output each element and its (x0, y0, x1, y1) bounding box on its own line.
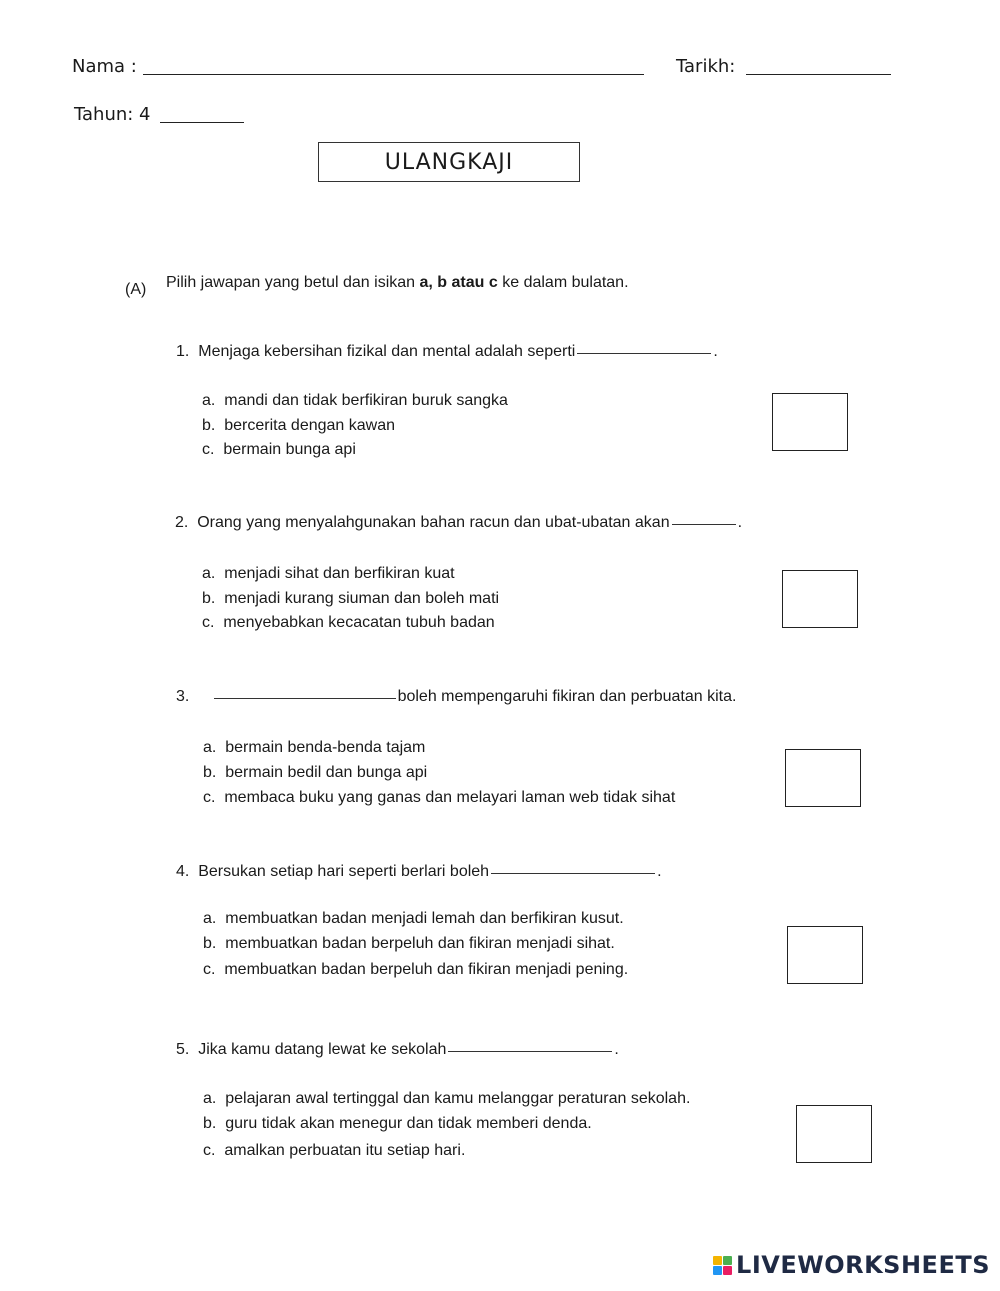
option-letter: a. (203, 910, 217, 927)
date-label: Tarikh: (676, 56, 736, 77)
question-5-option-b (203, 1115, 592, 1133)
instruction-text: Pilih jawapan yang betul dan isikan (166, 274, 416, 291)
option-text: pelajaran awal tertinggal dan kamu melanggar peraturan sekolah. (225, 1090, 691, 1107)
option-letter: c. (202, 441, 215, 458)
option-letter: b. (203, 1115, 217, 1132)
question-5-option-a (203, 1090, 690, 1108)
question-4-option-b (203, 935, 615, 953)
question-text: Menjaga kebersihan fizikal dan mental adalah seperti (198, 343, 576, 360)
liveworksheets-watermark[interactable] (713, 1251, 990, 1279)
question-1-option-b (202, 417, 395, 435)
question-text-end: . (657, 863, 662, 880)
option-text: bermain bunga api (223, 441, 356, 458)
year-label: Tahun: 4 (74, 104, 151, 125)
instruction-text-end: ke dalam bulatan. (502, 274, 629, 291)
option-letter: c. (203, 961, 216, 978)
logo-square (713, 1266, 722, 1275)
question-4 (176, 863, 662, 881)
option-text: membuatkan badan menjadi lemah dan berfikiran kusut. (225, 910, 624, 927)
option-letter: c. (203, 1142, 216, 1159)
question-3-option-a (203, 739, 425, 757)
logo-square (723, 1266, 732, 1275)
option-text: membuatkan badan berpeluh dan fikiran menjadi pening. (224, 961, 629, 978)
question-5-option-c (203, 1142, 465, 1160)
logo-square (713, 1256, 722, 1265)
liveworksheets-wordmark: LIVEWORKSHEETS (736, 1251, 990, 1279)
option-text: guru tidak akan menegur dan tidak memberi denda. (225, 1115, 592, 1132)
section-marker: (A) (125, 281, 147, 298)
question-text-end: . (737, 514, 743, 531)
option-text: mandi dan tidak berfikiran buruk sangka (224, 392, 508, 409)
question-4-answer-box[interactable] (787, 926, 863, 984)
option-text: amalkan perbuatan itu setiap hari. (224, 1142, 466, 1159)
option-letter: a. (202, 392, 216, 409)
option-text: membaca buku yang ganas dan melayari laman web tidak sihat (224, 789, 676, 806)
question-number: 2. (175, 514, 189, 531)
option-text: menjadi kurang siuman dan boleh mati (224, 590, 500, 607)
option-letter: c. (203, 789, 216, 806)
question-text-end: boleh mempengaruhi fikiran dan perbuatan kita. (397, 688, 737, 705)
question-1-answer-box[interactable] (772, 393, 848, 451)
liveworksheets-logo-icon (713, 1256, 732, 1275)
question-1 (176, 343, 718, 361)
option-text: membuatkan badan berpeluh dan fikiran menjadi sihat. (225, 935, 615, 952)
question-text-end: . (713, 343, 718, 360)
question-text: Jika kamu datang lewat ke sekolah (198, 1041, 447, 1058)
question-5 (176, 1041, 619, 1059)
question-1-option-c (202, 441, 356, 459)
question-2-option-a (202, 565, 455, 583)
section-instruction (166, 274, 629, 292)
answer-blank (577, 353, 711, 354)
question-3-option-c (203, 789, 675, 807)
option-letter: a. (202, 565, 216, 582)
question-4-option-a (203, 910, 624, 928)
page-title: ULANGKAJI (318, 142, 580, 182)
option-text: bermain benda-benda tajam (225, 739, 426, 756)
answer-blank (491, 873, 655, 874)
option-text: bercerita dengan kawan (224, 417, 396, 434)
answer-blank (672, 524, 736, 525)
question-1-option-a (202, 392, 508, 410)
option-letter: c. (202, 614, 215, 631)
option-letter: a. (203, 1090, 217, 1107)
name-field[interactable] (143, 74, 644, 75)
question-4-option-c (203, 961, 628, 979)
question-text-end: . (614, 1041, 619, 1058)
question-number: 3. (176, 688, 190, 705)
name-label: Nama : (72, 56, 137, 77)
question-3-option-b (203, 764, 427, 782)
option-text: menjadi sihat dan berfikiran kuat (224, 565, 455, 582)
class-field[interactable] (160, 122, 244, 123)
option-text: menyebabkan kecacatan tubuh badan (223, 614, 495, 631)
question-2-option-b (202, 590, 499, 608)
option-text: bermain bedil dan bunga api (225, 764, 428, 781)
question-3-answer-box[interactable] (785, 749, 861, 807)
question-2-answer-box[interactable] (782, 570, 858, 628)
option-letter: b. (203, 935, 217, 952)
question-3 (176, 688, 736, 706)
answer-blank (448, 1051, 612, 1052)
question-5-answer-box[interactable] (796, 1105, 872, 1163)
option-letter: b. (202, 417, 216, 434)
option-letter: a. (203, 739, 217, 756)
date-field[interactable] (746, 74, 891, 75)
question-number: 5. (176, 1041, 190, 1058)
logo-square (723, 1256, 732, 1265)
question-number: 1. (176, 343, 190, 360)
question-number: 4. (176, 863, 190, 880)
question-2 (175, 514, 742, 532)
question-2-option-c (202, 614, 495, 632)
answer-blank (214, 698, 396, 699)
instruction-choices: a, b atau c (419, 274, 498, 291)
question-text: Bersukan setiap hari seperti berlari boleh (198, 863, 490, 880)
option-letter: b. (202, 590, 216, 607)
question-text: Orang yang menyalahgunakan bahan racun dan ubat-ubatan akan (197, 514, 670, 531)
option-letter: b. (203, 764, 217, 781)
